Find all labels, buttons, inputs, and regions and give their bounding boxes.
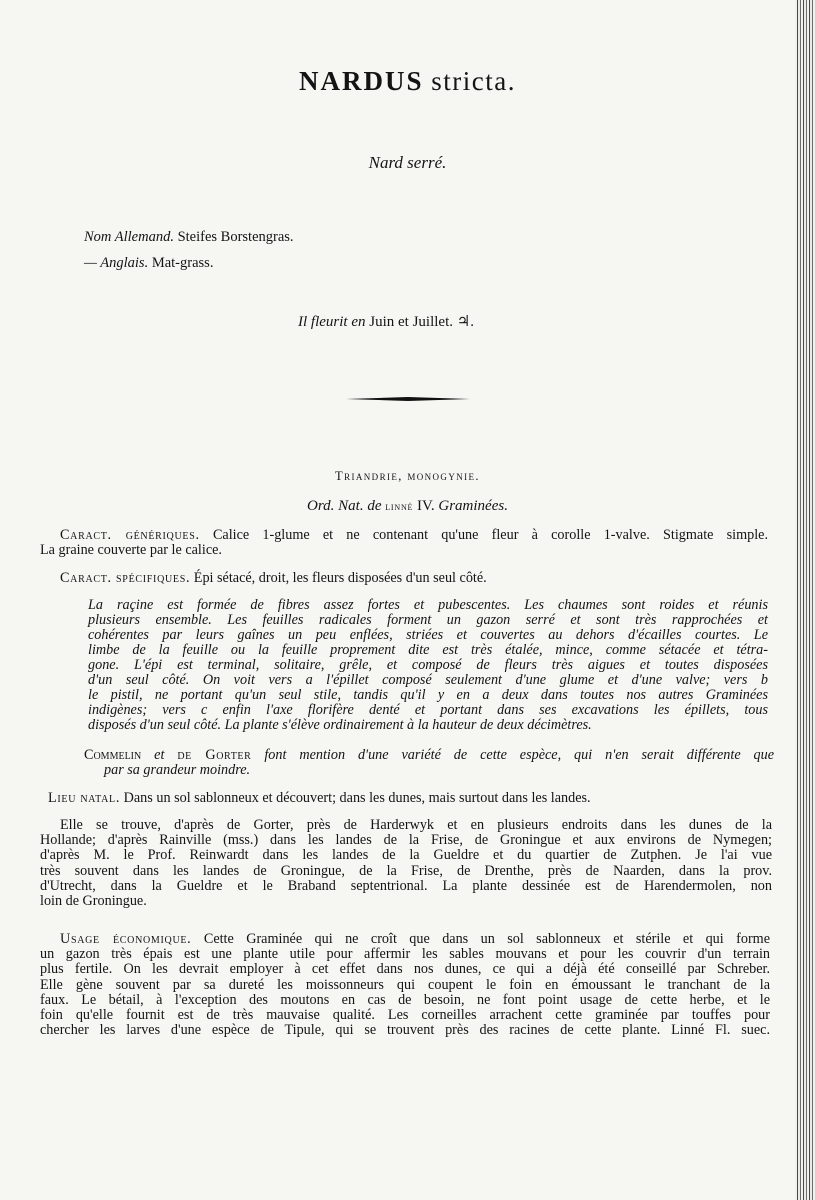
variety-note <box>84 748 774 778</box>
variety-gorter: de Gorter <box>177 747 252 763</box>
title-genus: NARDUS <box>299 66 424 96</box>
german-name-label: Nom Allemand. <box>84 229 174 245</box>
order-family: Graminées. <box>438 498 508 514</box>
locality-line: très souvent dans les landes de Groningue, de la Frise, de Drenthe, près de Naarden, dans la prov. <box>40 862 772 879</box>
locality-line: Hollande; d'après Rainville (mss.) dans les landes de la Frise, de Groningue et aux environs de Nymegen; <box>40 832 772 849</box>
common-name: Nard serré. <box>368 153 447 172</box>
description-line: disposés d'un seul côté. La plante s'élève ordinairement à la hauteur de deux décimètres. <box>88 717 592 733</box>
description-line: le pistil, ne portant qu'un seul stile, tandis qu'il y en a deux dans toutes nos autres Graminées <box>88 687 768 703</box>
description-line: plusieurs ensemble. Les feuilles radicales forment un gazon serré et sont très rapprochées et <box>88 612 768 628</box>
german-name-value: Steifes Borstengras. <box>177 229 294 245</box>
locality-line: d'après M. le Prof. Reinwardt dans les landes de la Gueldre et du quartier de Zutphen. Je l'ai vue <box>40 847 772 864</box>
specific-text: Épi sétacé, droit, les fleurs disposées d'un seul côté. <box>193 570 487 586</box>
usage-line: un gazon très épais est une plante utile pour affermir les sables mouvans et pour les couvrir d'un terrain <box>40 946 770 963</box>
variety-et: et <box>154 747 165 763</box>
generic-line-1 <box>40 528 768 543</box>
generic-label: Caract. génériques. <box>60 527 200 543</box>
locality-line: d'Utrecht, dans la Gueldre et le Braband septentrional. La plante dessinée est de Harendermolen, non <box>40 877 772 894</box>
description-line: indigènes; vers c enfin l'axe florifère denté et portant dans ses excavations les épillets, tous <box>88 702 768 718</box>
generic-text-2: La graine couverte par le calice. <box>40 542 222 558</box>
linnaean-class: Triandrie, monogynie. <box>335 469 480 483</box>
usage-line-1 <box>40 932 770 947</box>
description-line: cohérentes par leurs gaînes un peu enflées, striées et couvertes au dehors d'écailles courtes. Le <box>88 627 768 643</box>
habitat-label: Lieu natal. <box>48 790 121 806</box>
flowering-period <box>298 312 474 331</box>
page-title <box>0 66 815 97</box>
english-name-row <box>84 250 294 276</box>
variety-commelin: Commelin <box>84 747 142 763</box>
english-name-label: — Anglais. <box>84 255 149 271</box>
native-habitat <box>48 791 768 806</box>
perennial-symbol: ♃. <box>456 314 474 330</box>
locality-line: Elle se trouve, d'après de Gorter, près de Harderwyk et en plusieurs endroits dans les dunes de la <box>60 817 772 833</box>
english-name-value: Mat-grass. <box>151 255 214 271</box>
plant-description <box>88 598 768 733</box>
book-spine-edge <box>795 0 815 1200</box>
locality-line: loin de Groningue. <box>40 893 147 910</box>
order-linne: linné <box>385 499 414 513</box>
usage-label: Usage économique. <box>60 931 192 947</box>
usage-line: foin qu'elle fournit est de très mauvaise qualité. Les corneilles arrachent cette graminée par touffes pour <box>40 1007 770 1024</box>
usage-line: chercher les larves d'une espèce de Tipule, qui se trouvent près des racines de cette plante. Linné Fl. suec. <box>40 1022 770 1039</box>
description-line: La raçine est formée de fibres assez fortes et pubescentes. Les chaumes sont roides et réunis <box>88 597 768 613</box>
usage-text-1: Cette Graminée qui ne croît que dans un sol sablonneux et stérile et qui forme <box>203 931 770 947</box>
usage-line: Elle gène souvent par sa dureté les moissonneurs qui coupent le foin en émoussant le tranchant de la <box>40 976 770 993</box>
specific-label: Caract. spécifiques. <box>60 570 191 586</box>
localities <box>40 818 772 909</box>
generic-text-1: Calice 1-glume et ne contenant qu'une fleur à corolle 1-valve. Stigmate simple. <box>212 527 769 543</box>
vernacular-names <box>84 224 294 276</box>
habitat-text: Dans un sol sablonneux et découvert; dans les dunes, mais surtout dans les landes. <box>123 790 591 806</box>
variety-line-2: par sa grandeur moindre. <box>104 762 251 778</box>
usage-line: faux. Le bétail, à l'exception des moutons en cas de besoin, ne font point usage de cette herbe, et le <box>40 991 770 1008</box>
description-line: gone. L'épi est terminal, solitaire, grêle, et composé de fleurs très aigues et toutes disposées <box>88 657 768 673</box>
order-number: IV. <box>416 498 435 514</box>
natural-order <box>0 498 815 515</box>
specific-characters <box>60 571 760 586</box>
variety-line-1 <box>84 748 774 763</box>
title-species: stricta. <box>431 66 516 96</box>
flowering-months: Juin et Juillet. <box>369 314 453 330</box>
generic-characters <box>40 528 768 558</box>
german-name-row <box>84 224 294 250</box>
flowering-lead: Il fleurit en <box>298 314 366 330</box>
usage-line: plus fertile. On les devrait employer à cet effet dans nos dunes, ce qui a déjà été conseillé par Schreber. <box>40 961 770 978</box>
order-lead: Ord. Nat. de <box>307 498 382 514</box>
variety-rest: font mention d'une variété de cette espèce, qui n'en serait différente que <box>264 747 775 763</box>
description-line: limbe de la feuille ou la feuille proprement dite est très étalée, mince, comme sétacée et tétra- <box>88 642 768 658</box>
economic-use <box>40 932 770 1038</box>
description-line: d'un seul côté. On voit vers a l'épillet composé seulement d'une glume et d'une valve; vers b <box>88 672 768 688</box>
ornamental-divider <box>346 397 470 401</box>
